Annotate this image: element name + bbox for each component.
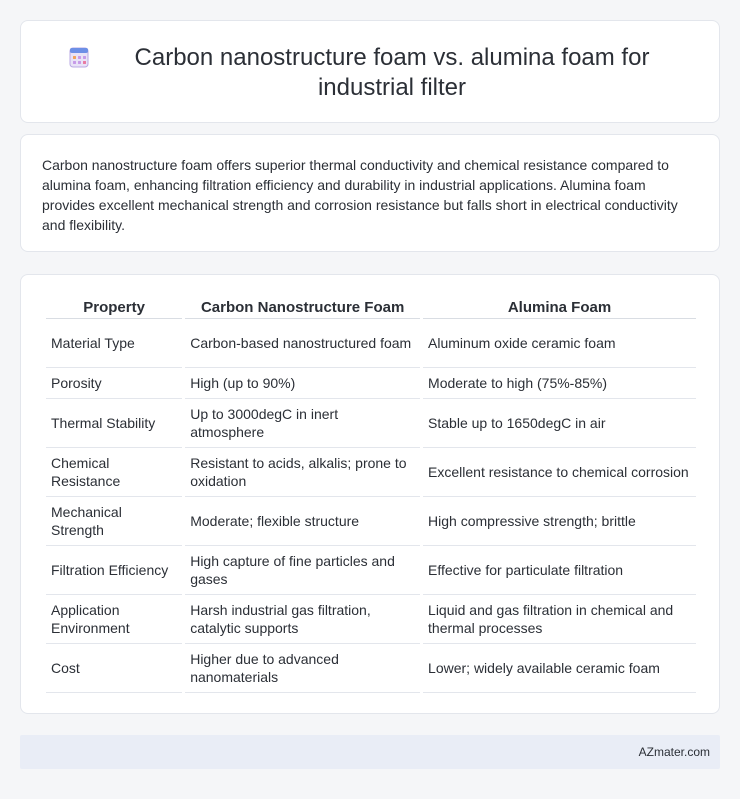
row-carbon-value: Up to 3000degC in inert atmosphere bbox=[185, 399, 420, 448]
table-row bbox=[46, 319, 696, 368]
row-property: Mechanical Strength bbox=[46, 497, 182, 546]
row-carbon-value: Higher due to advanced nanomaterials bbox=[185, 644, 420, 693]
table-row bbox=[46, 497, 696, 546]
title-card bbox=[20, 20, 720, 123]
title-block bbox=[21, 43, 719, 103]
comparison-table bbox=[43, 297, 699, 693]
row-property: Chemical Resistance bbox=[46, 448, 182, 497]
page-title-line-1 bbox=[21, 43, 719, 103]
row-alumina-value: Lower; widely available ceramic foam bbox=[423, 644, 696, 693]
table-row bbox=[46, 595, 696, 644]
header-property: Property bbox=[46, 297, 182, 319]
table-row bbox=[46, 546, 696, 595]
summary-text: Carbon nanostructure foam offers superior thermal conductivity and chemical resistance compared to alumina foam, enhancing filtration efficiency and durability in industrial applications. Alumina foam provides excellent mechanical strength and corrosion resistance but falls short in electrical conductivity and flexibility. bbox=[42, 157, 678, 233]
header-carbon-foam: Carbon Nanostructure Foam bbox=[185, 297, 420, 319]
summary-card bbox=[20, 134, 720, 252]
header-alumina-foam: Alumina Foam bbox=[423, 297, 696, 319]
row-property: Application Environment bbox=[46, 595, 182, 644]
row-property: Filtration Efficiency bbox=[46, 546, 182, 595]
row-alumina-value: Excellent resistance to chemical corrosion bbox=[423, 448, 696, 497]
row-property: Thermal Stability bbox=[46, 399, 182, 448]
footer-bar bbox=[20, 735, 720, 769]
row-property: Material Type bbox=[46, 319, 182, 368]
table-row bbox=[46, 448, 696, 497]
row-carbon-value: Carbon-based nanostructured foam bbox=[185, 319, 420, 368]
row-carbon-value: Harsh industrial gas filtration, catalytic supports bbox=[185, 595, 420, 644]
table-row bbox=[46, 399, 696, 448]
row-property: Porosity bbox=[46, 368, 182, 399]
document-icon bbox=[68, 46, 90, 76]
row-carbon-value: Resistant to acids, alkalis; prone to oxidation bbox=[185, 448, 420, 497]
row-alumina-value: Moderate to high (75%-85%) bbox=[423, 368, 696, 399]
comparison-card bbox=[20, 274, 720, 714]
row-carbon-value: High (up to 90%) bbox=[185, 368, 420, 399]
row-carbon-value: Moderate; flexible structure bbox=[185, 497, 420, 546]
page-title: Carbon nanostructure foam vs. alumina foam for industrial filter bbox=[134, 44, 650, 101]
row-alumina-value: Stable up to 1650degC in air bbox=[423, 399, 696, 448]
row-carbon-value: High capture of fine particles and gases bbox=[185, 546, 420, 595]
table-row bbox=[46, 368, 696, 399]
row-property: Cost bbox=[46, 644, 182, 693]
row-alumina-value: Aluminum oxide ceramic foam bbox=[423, 319, 696, 368]
row-alumina-value: Liquid and gas filtration in chemical and thermal processes bbox=[423, 595, 696, 644]
table-header-row bbox=[46, 297, 696, 319]
row-alumina-value: Effective for particulate filtration bbox=[423, 546, 696, 595]
row-alumina-value: High compressive strength; brittle bbox=[423, 497, 696, 546]
table-row bbox=[46, 644, 696, 693]
footer-brand: AZmater.com bbox=[638, 745, 710, 759]
